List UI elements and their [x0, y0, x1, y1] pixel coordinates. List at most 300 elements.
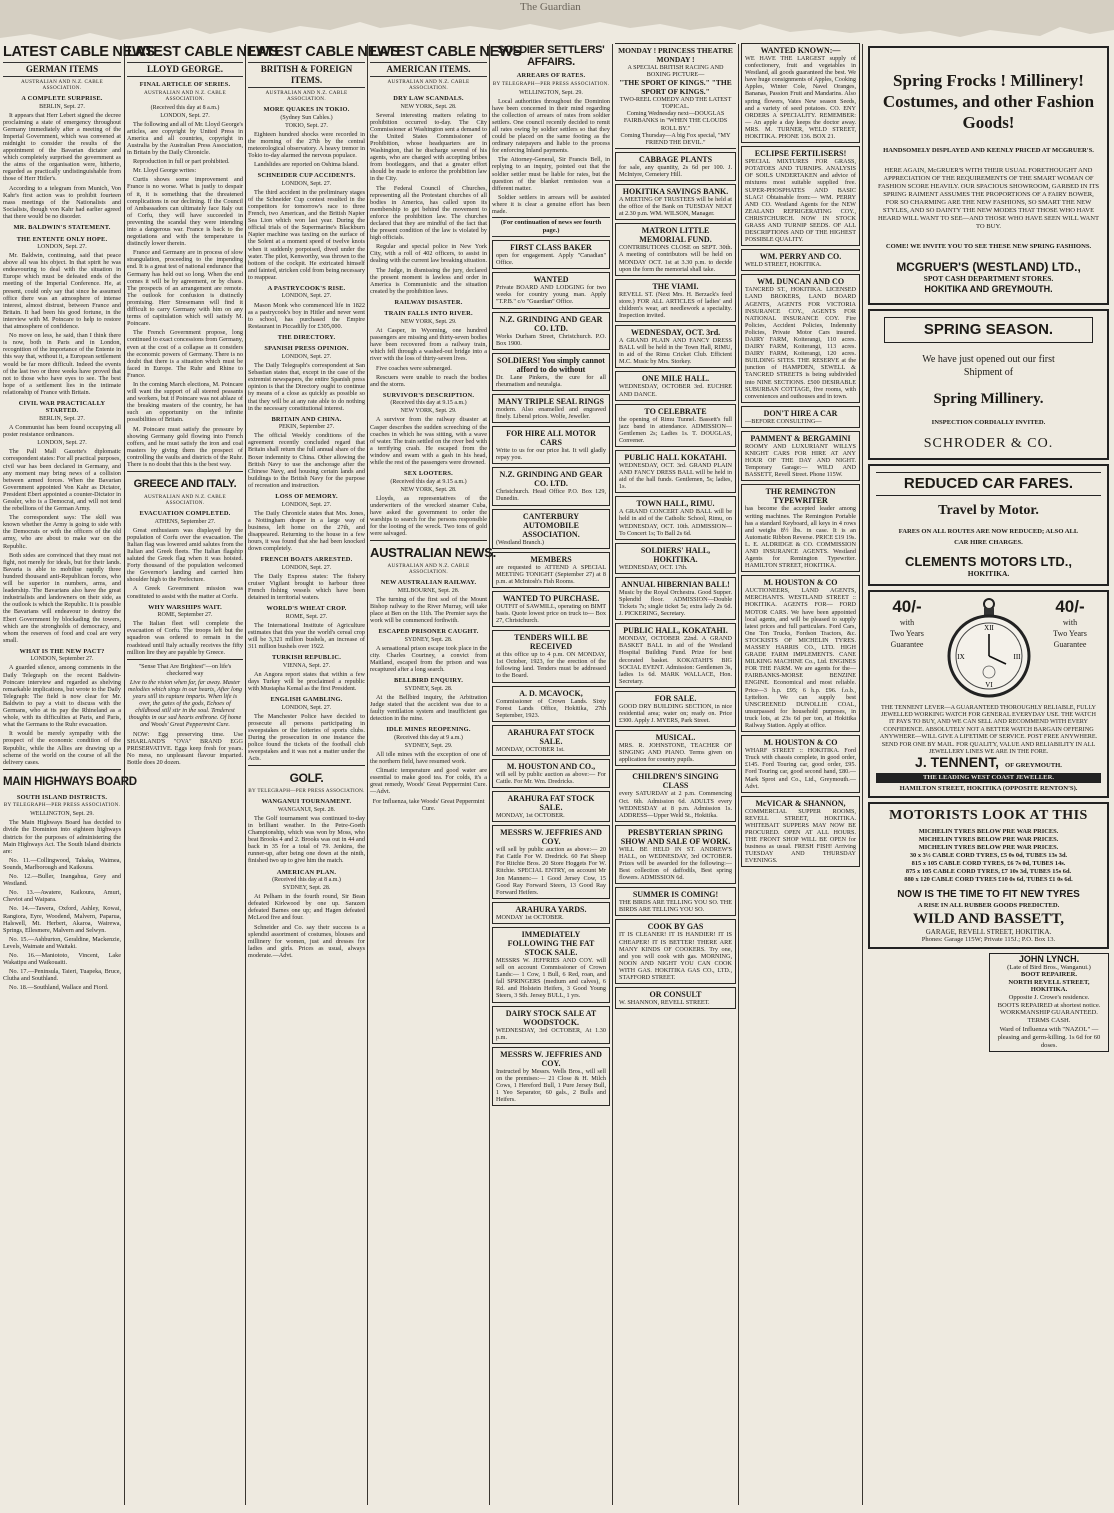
dateline: LONDON, Sept. 27.	[281, 180, 332, 187]
ad-title: TOWN HALL, RIMU.	[636, 499, 715, 509]
dateline: WANGANUI, Sept. 28.	[277, 806, 336, 813]
poem-text: Live to the vision when far, far away. Master melodies which sings in our hearts, After long years still its rapture imparts. When life is over, the gates of the gods, Echoes of childhood still stir in the soul. Tenderest thoughts in our sad hearts enthrone. Of home and Woods' Great Peppermint Cure.	[127, 678, 242, 729]
divider	[370, 540, 487, 541]
classified-ad	[492, 902, 610, 924]
article-heading: SURVIVOR'S DESCRIPTION.	[382, 391, 475, 399]
ad-headline: Spring Frocks ! Millinery!	[893, 71, 1084, 90]
classified-ad	[615, 279, 736, 322]
column-soldier-settlers	[492, 40, 610, 1507]
article-heading: SCHNEIDER CUP ACCIDENTS.	[257, 172, 356, 180]
ad-body: Commissioner of Crown Lands. Sixty Forest Lands Office, Hokitika, 27th September, 1923.	[496, 697, 606, 719]
divider	[127, 471, 243, 472]
article-heading: WORLD'S WHEAT CROP.	[266, 605, 347, 613]
dateline: ATHENS, September 27.	[154, 518, 216, 525]
classified-ad	[492, 1006, 610, 1044]
ad-firm-line: HOKITIKA.	[967, 568, 1010, 578]
ad-body: Music by the Royal Orchestra. Good Supper. Splendid floor. ADMISSION—Double Tickets 7s; single ticket 5s; extra lady 2s 6d. J. PICKERING, Secretary.	[619, 588, 732, 618]
ad-body: will sell by public auction as above:— For Cattle. For Mr. Wm. Dredricks.	[496, 770, 606, 785]
dateline: LONDON, September 27.	[30, 656, 94, 663]
svg-text:III: III	[1013, 652, 1020, 661]
ad-body: Christchurch. Head Office P.O. Box 129, Dunedin.	[496, 488, 606, 503]
classified-ad	[615, 325, 736, 368]
classified-ad	[492, 591, 610, 627]
article-paragraph: A Greek Government mission was constituted to assist with the matter at Corfu.	[127, 585, 243, 600]
classified-ad	[615, 184, 736, 220]
article-heading: WHY WARSHIPS WAIT.	[148, 603, 222, 611]
ad-body: WILL BE HELD IN ST. ANDREW'S HALL, on WEDNESDAY, 3rd OCTOBER. Prizes will be awarded for the following:— Best collection of daffodils, Best spring flowers. ADMISSION 6d.	[619, 845, 732, 882]
article-paragraph: The Daily Chronicle states that Mrs. Jones, a Nottingham draper in a large way of business, left home on the 27th, and disappeared. Returning to the house in a few hours, it was found that she had been knocked down completely.	[248, 509, 365, 553]
ad-body: has become the accepted leader among writing machines. The Remington Portable has a standard Keyboard, all keys in 4 rows and weighs 8½ lbs. in case. It is an Automatic Ribbon Reverse. PRICE £19 19s. L. E. ALDRIDGE & CO. COMMISSION AND INSURANCE AGENTS. Westland Agents for Remington Typewriter. HAMILTON STREET, HOKITIKA.	[745, 505, 856, 570]
ad-body: Dr. Lane Pinkers, the cure for all rheumatism and neuralgia.	[496, 373, 606, 388]
classified-ad	[615, 887, 736, 916]
divider	[248, 765, 365, 766]
classified-ad	[615, 987, 736, 1009]
ad-line: Opposite J. Crowe's residence.	[1008, 993, 1090, 1001]
svg-text:VI: VI	[984, 680, 993, 689]
classified-ad	[492, 272, 610, 308]
article-paragraph: All idle mines with the exception of one of the northern field, have resumed work.	[370, 750, 487, 766]
dateline: WELLINGTON, Sept. 29.	[519, 89, 583, 96]
article-paragraph: Rescuers were unable to reach the bodies and the storm.	[370, 373, 487, 388]
ad-title: MUSICAL.	[655, 733, 696, 743]
dateline: ROME, Sept. 27.	[285, 613, 328, 620]
article-heading: A COMPLETE SURPRISE.	[21, 95, 103, 102]
list-item: No. 16.—Maniototo, Vincent, Lake Wakatipu and Waikouaiti.	[3, 951, 121, 967]
dateline: LONDON, Sept. 27.	[281, 564, 332, 571]
article-subheading: SPANISH PRESS OPINION.	[264, 345, 349, 353]
ad-body: WE HAVE THE LARGEST supply of confectionery, fruit and vegetables in Westland, all goods guaranteed the best. We have huge consignments of Apples, Cooking Apples, Winter Cole, Navel Oranges, Bananas, Passion Fruit and Mandarins. Also spring flowers, Vates New season Seeds, and a variety of seed potatoes. CO. ENY ORDERS A SPECIALITY. REMEMBER:— An apple a day keeps the doctor away. MRS. M. TURNER, WELD STREET, HOKITIKA. PHONE 136. BOX 21.	[745, 55, 856, 141]
article-heading: RAILWAY DISASTER.	[394, 298, 463, 306]
article-paragraph: Curtis shows some improvement and France is no worse. What is justly to despair of it, it is something that the threatened complications in our declining. If the Council of Ambassadors can ultimately face Italy out of Corfu, they will have succeeded in preventing the scandal they were intending into a dangerous war. France is back to the negotiations and with the temperature is distinctly lower therein.	[127, 176, 243, 248]
classified-ad	[741, 735, 860, 793]
dateline: LONDON, Sept. 27.	[160, 112, 210, 119]
divider	[127, 659, 243, 660]
article-heading: BELLBIRD ENQUIRY.	[394, 677, 463, 685]
classified-ad	[615, 496, 736, 539]
continuation-note: (For continuation of news see fourth page.)	[492, 217, 610, 237]
article-paragraph: The Manchester Police have decided to prosecute all persons participating in sweepstakes or the lotteries of sports clubs. During the prosecution in one instance the police found the tickets of the football club sweepstakes and it was not a matter under the Acts.	[248, 712, 365, 763]
watch-with: with	[1062, 617, 1078, 627]
section-title: GERMAN ITEMS	[3, 62, 121, 77]
article-paragraph: Landslides are reported on Oshima Island.	[254, 161, 359, 169]
classified-ad	[741, 249, 860, 271]
dateline: NEW YORK, Sept. 29.	[400, 408, 457, 415]
article-paragraph: A Communist has been found occupying all poster resistance ordinances.	[3, 424, 121, 439]
mcgruers-advert	[868, 46, 1109, 305]
watch-guarantee: Guarantee	[890, 639, 924, 649]
ad-body: REVELL ST. (Next Mrs. H. Berzack's feed store.) FOR ALL ARTICLES of ladies' and children's wear, art needlework a speciality. Inspection invited.	[619, 290, 732, 319]
advertisement-text: NOW: Egg preserving time. Use SHARLAND'S "OVA" BRAND EGG PRESERVATIVE. Eggs keep fresh for years. No mess, no unpleasant flavour imparted. Bottle does 20 dozen.	[127, 730, 243, 766]
ad-headline: Costumes, and other Fashion	[882, 92, 1095, 111]
ad-headline: SPRING SEASON.	[923, 320, 1054, 338]
dateline: TOKIO, Sept. 27.	[285, 122, 328, 129]
ad-firm-tag: OF GREYMOUTH.	[1005, 762, 1062, 770]
article-paragraph: Mr. Baldwin, continuing, said that peace above all was his object. In that spirit he was endeavouring to deal with the situation in Europe which must be defeated ends of the meeting of the Imperial Conference. He, at present, could only say that since he assumed office there was an atmosphere of intense interest, almost distrust, between France and Britain. It had been his good fortune, in the interview with M. Poincare to help to restore that atmosphere of confidence.	[3, 252, 121, 331]
tyre-price-row: MICHELIN TYRES BELOW PRE WAR PRICES.	[918, 836, 1059, 844]
article-paragraph: A survivor from the railway disaster at Casper describes the sudden screeching of the coaches in which he was sitting, with a wave of water. The train settled on the river bed with a terrifying crash. He escaped from the window and swam with a gash in his head, while the rest of the passengers were drowned.	[370, 416, 487, 467]
theatre-line: Coming Thursday—A big Fox special, "MY FRIEND THE DEVIL."	[620, 131, 731, 146]
ad-firm-name: JOHN LYNCH.	[1018, 953, 1080, 964]
ad-title: TO CELEBRATE	[644, 406, 707, 416]
column-header: LATEST CABLE NEWS	[127, 44, 279, 60]
article-heading: BRITAIN AND CHINA.	[271, 415, 342, 423]
article-paragraph: In the coming March elections, M. Poincare will want the support of all steered peasants and workers, but if Poincare was not ablaze of the breaking masters of the country, he has such an opportunity on the infinite possibilities of Britain.	[127, 380, 243, 424]
classified-ad	[615, 223, 736, 275]
theatre-title: MONDAY ! PRINCESS THEATRE MONDAY !	[618, 46, 733, 64]
list-item: No. 15.—Ashburton, Geraldine, Mackenzie, Levels, Waimate and Waitaki.	[3, 935, 121, 950]
list-item: No. 17.—Peninsula, Taieri, Tuapeka, Bruce, Clutha and Southland.	[3, 968, 121, 983]
classified-ad	[741, 43, 860, 143]
ad-title: DON'T HIRE A CAR	[763, 408, 838, 418]
ad-body: A GRAND PLAIN AND FANCY DRESS BALL will be held in the Town Hall, RIMU, in aid of the Rimu Cricket Club. Efficient M.C. Music by Mrs. Storkey.	[619, 337, 732, 366]
column-header: LATEST CABLE NEWS	[3, 44, 155, 60]
ad-subline: INSPECTION CORDIALLY INVITED.	[931, 418, 1046, 426]
article-paragraph: Eighteen hundred shocks were recorded in the morning of the 27th by the central meteorological observatory. A heavy tremor in Tokio to-day alarmed the nervous populace.	[248, 130, 365, 159]
ad-body: WEDNESDAY, OCTOBER 3rd. EUCHRE AND DANCE.	[619, 383, 732, 398]
article-paragraph: According to a telegram from Munich, Von Kahr's first action was to prohibit fourteen mass meetings of the Nationalists and Socialists, though von Kahr had earlier agreed that there would be no disorder.	[3, 184, 121, 220]
ad-title: CANTERBURY AUTOMOBILE ASSOCIATION.	[522, 511, 580, 539]
dateline: LONDON, Sept. 27.	[281, 353, 332, 360]
article-heading: ARREARS OF RATES.	[516, 72, 586, 79]
dateline: SYDNEY, Sept. 28.	[404, 685, 453, 692]
theatre-line: A SPECIAL BRITISH RACING AND BOXING PICTURE—	[627, 64, 724, 79]
classified-ad	[492, 426, 610, 464]
ad-title: SOLDIERS' HALL, HOKITIKA.	[640, 545, 711, 564]
ad-title: MANY TRIPLE SEAL RINGS	[497, 396, 605, 406]
classified-ad	[492, 686, 610, 722]
ad-body: THE BIRDS ARE TELLING YOU SO. THE BIRDS ARE TELLING YOU SO.	[619, 899, 732, 914]
classified-ad	[615, 919, 736, 984]
ad-title: PUBLIC HALL, KOKATAHI.	[623, 626, 728, 636]
ad-headline: Spring Millinery.	[933, 390, 1044, 407]
ad-line: (Late of Bird Bros., Wanganui.)	[1007, 963, 1091, 971]
classified-ad	[615, 730, 736, 766]
dateline: VIENNA, Sept. 27.	[282, 662, 331, 669]
article-heading: SEX LOOTERS.	[404, 470, 453, 478]
received-note: (Received this day at 9.15 a.m.)	[390, 478, 467, 485]
torn-top-edge	[0, 0, 1114, 40]
section-title: BRITISH & FOREIGN ITEMS.	[248, 62, 365, 88]
column-display-adverts	[865, 40, 1112, 1507]
classified-ad	[615, 577, 736, 620]
footer-advert: For Influenza, take Woods' Great Peppermint Cure.	[372, 797, 485, 812]
article-paragraph: Several interesting matters relating to prohibition occurred to-day. The City Commissioner at Washington sent a demand to the United States Commissioner of Prohibition, whose headquarters are in Washington, that he discharge several of his agents, who are charged with accepting bribes from bootleggers, and that a greater effort should be made to enforce the prohibition law in the City.	[370, 111, 487, 183]
section-title: AMERICAN ITEMS.	[370, 62, 487, 77]
dateline: SYDNEY, Sept. 29.	[404, 742, 453, 749]
ad-title: SUMMER IS COMING!	[632, 890, 719, 900]
tyre-price-row: 875 x 105 CABLE CORD TYRES, £7 10s 3d, TUBES 15s 6d.	[905, 868, 1072, 876]
greece-italy-heading: GREECE AND ITALY.	[133, 478, 237, 491]
ad-title: MESSRS W. JEFFRIES AND COY.	[500, 828, 602, 847]
classified-ads	[741, 43, 860, 867]
received-note: (Received this day at 8 a.m.)	[150, 104, 220, 111]
classified-ad	[741, 146, 860, 246]
dateline: LONDON, Sept. 27.	[281, 704, 332, 711]
column-header: LATEST CABLE NEWS	[248, 44, 400, 60]
dateline: LONDON, Sept. 27.	[281, 293, 332, 300]
classified-ad	[492, 759, 610, 788]
ad-subline: HANDSOMELY DISPLAYED AND KEENLY PRICED AT MCGRUER'S.	[883, 147, 1094, 154]
ad-headline: MOTORISTS LOOK AT THIS	[889, 808, 1088, 824]
classified-ad	[492, 394, 610, 423]
article-paragraph: The Federal Council of Churches, representing all the Protestant churches of all bodies in America, has called upon its membership to get behind the movement to enforce the prohibition law. The churches declared that they are mindful of the fact that the present condition of the law is violated by high officials.	[370, 184, 487, 242]
classified-ad	[615, 691, 736, 727]
classified-ad	[615, 623, 736, 688]
ad-body: WEDNESDAY, OCT. 3rd. GRAND PLAIN AND FANCY DRESS BALL will be held in aid of the hall funds. Gentlemen, 5s; ladies, 1s.	[619, 462, 732, 491]
ad-line: BOOT REPAIRER.	[1020, 971, 1078, 979]
article-paragraph: The official Weekly conditions of the agreement recently concluded regard that Britain shall return the full annual share of the Boxer indemnity to China. Other allowing the British Navy to use the anchorage after the Chinese Navy, and housing certain lands and buildings to the British Navy for the purpose of recreation and instruction.	[248, 432, 365, 489]
price-block-left	[876, 596, 938, 650]
list-item: No. 11.—Collingwood, Takaka, Waimea, Sounds, Marlborough and Kaikoura.	[3, 856, 121, 871]
article-paragraph: The Judge, in dismissing the jury, declared the present moment is lawless and order in America is Communistic and the situation created by the prohibition laws.	[370, 266, 487, 295]
article-paragraph: No move on less, he said, than I think there is now, both in Paris and in London, recognition of the importance of the Entente in this way that, without it, a European settlement would be far more difficult. Indeed the events of the last two or three weeks have proved that not to those who have eyes to see. The best hope of a settlement lies in the intimate relationship of France with Britain.	[3, 332, 121, 396]
ad-title: ANNUAL HIBERNIAN BALL!	[621, 579, 730, 589]
classified-ad	[492, 1047, 610, 1106]
article-paragraph: The correspondent says: The skill was known whether the Army is going to side with the Democrats or with the officers of the old army, who are about to make war on the Republic.	[3, 514, 121, 550]
dateline: LONDON, Sept. 27.	[37, 440, 87, 447]
ad-body: W. SHANNON, REVELL STREET.	[619, 999, 710, 1007]
ad-title: WANTED KNOWN:—	[760, 46, 841, 55]
list-item: No. 18.—Southland, Wallace and Fiord.	[9, 984, 109, 992]
ad-subline: A RISE IN ALL RUBBER GOODS PREDICTED.	[917, 902, 1060, 910]
article-paragraph: At Casper, in Wyoming, one hundred passengers are missing and thirty-seven bodies have been recovered from a railway train, which fell through a washed-out bridge into a river with the loss of thirty-seven lives.	[370, 327, 487, 363]
article-heading: ENGLISH GAMBLING.	[270, 696, 343, 703]
watch-with: with	[899, 617, 915, 627]
dateline: LONDON, Sept. 27.	[281, 501, 332, 508]
dateline: NEW YORK, Sept. 28.	[400, 486, 457, 493]
article-paragraph: The Daily Telegraph's correspondent at San Sebastian states that, except in the case of the extremist newspapers, the entire Spanish press opinion is that the Directory ought to continue by means of a close as quickly as possible so that they will be at any rate able to do nothing in the necessary constitutional interest.	[248, 362, 365, 412]
ad-subheadline: NOW IS THE TIME TO FIT NEW TYRES	[897, 889, 1080, 901]
ad-subline: COME! WE INVITE YOU TO SEE THESE NEW SPRING FASHIONS.	[885, 242, 1092, 250]
ad-title: SOLDIERS! You simply cannot afford to do without	[497, 355, 605, 374]
article-paragraph: At Pelham in the fourth round, Sir Bean defeated Kirkwood by one up. Sarazen defeated Barnes one up; and Hagen defeated McLeod five and four.	[248, 893, 365, 922]
agency-line: AUSTRALIAN AND N.Z. CABLE ASSOCIATION.	[21, 79, 103, 91]
article-paragraph: Both sides are convinced that they must not fight, not merely for ideals, but for their lands. Bavaria is able to mobilise rapidly three hundred thousand anti-Republican forces, who will be superior in numbers, arms, and leadership. The Bavarians also have the great industrialists and landowners on their side, as the outlook is which the Republic. It is possible the Bavarians will endeavour to destroy the Ebert Government by blockading the towers, which are the strongholds of democracy, and whom the reserves of food and coal are very small.	[3, 551, 121, 644]
svg-text:IX: IX	[956, 652, 965, 661]
article-paragraph: The International Institute of Agriculture estimates that this year the world's cereal crop will be 3,321 million bushels, an increase of 311 million bushels over 1922.	[248, 621, 365, 651]
article-heading: AMERICAN PLAN.	[276, 868, 337, 876]
ad-title: COOK BY GAS	[647, 922, 704, 932]
ad-body: MONDAY, OCTOBER 1st.	[496, 745, 565, 753]
section-title: LLOYD GEORGE.	[127, 62, 243, 77]
list-item: No. 13.—Awatere, Kaikoura, Amuri, Cheviot and Waipara.	[3, 889, 121, 904]
dateline: PEKIN, September 27.	[278, 424, 335, 431]
dateline: NEW YORK, Sept. 29.	[400, 318, 457, 325]
ad-body: Private BOARD AND LODGING for two weeks for country young man. Apply "T.P.B." c/o "Guardian" Office.	[496, 284, 606, 306]
ad-body: CONTRIBUTIONS CLOSE on SEPT. 30th. A meeting of contributors will be held on MONDAY OCT. 1st at 3.30 p.m. to decide upon the form the memorial shall take.	[619, 244, 732, 273]
ad-title: FOR SALE.	[654, 693, 697, 703]
ad-body: FARES ON ALL ROUTES ARE NOW REDUCED; ALSO ALL CAR HIRE CHARGES.	[898, 527, 1079, 546]
ad-body: ROOMY AND LUXURIANT WILLYS KNIGHT CARS FOR HIRE AT ANY HOUR OF THE DAY AND NIGHT. Temporary Garage:— WILD AND BASSETT, Revell Street. Phone 115W.	[745, 442, 856, 479]
agency-line: AUSTRALIAN AND N.Z. CABLE ASSOCIATION.	[387, 79, 470, 91]
pocket-watch-icon	[944, 596, 1034, 700]
ad-body: MONDAY, 1st OCTOBER.	[496, 812, 565, 820]
agency-line: BY TELEGRAPH—PER PRESS ASSOCIATION.	[492, 80, 610, 87]
article-paragraph: M. Poincare must satisfy the pressure by showing Germany gold flowing into French coffers, and he must satisfy the iron and coal masters by giving them the prospect of controlling the vaults and districts of the Ruhr. There is no doubt that this is the best way.	[127, 425, 243, 468]
article-heading: DRY LAW SCANDALS.	[393, 95, 464, 102]
ad-body: WELD STREET, HOKITIKA.	[745, 261, 822, 269]
ad-title: MATRON LITTLE MEMORIAL FUND.	[639, 226, 712, 245]
tyre-price-row: 880 x 120 CABLE CORD TYRES £10 0s 6d, TUBES £1 0s 6d.	[904, 876, 1073, 884]
ad-title: MESSRS W. JEFFRIES AND COY.	[500, 1049, 602, 1068]
column-entertainments	[615, 40, 736, 1507]
article-paragraph: A guarded silence, among comments in the Daily Telegraph on the recent Baldwin-Poincare interview and regarded as shelving remarkable implications, but wrote to the Daily Telegraph: The field is now clear for Mr. Baldwin to pay a visit to discuss with the Germans, who at its pay the Rhineland as a whole, with its difficulties at Paris, and Paris, what the Germans to the Ruhr evacuation.	[3, 664, 121, 729]
ad-firm-name: CLEMENTS MOTORS LTD.,	[904, 553, 1073, 569]
article-paragraph: It would be merely sympathy with the prospect of the economic condition of the Republic, while the Allies are drawing up a scheme of the world on the course of all the delivery cases.	[3, 730, 121, 766]
article-paragraph: The Daily Express states: The fishery cruiser Vigilant brought to harbour three French fishing vessels which have been detained in territorial waters.	[248, 572, 365, 602]
article-subheading: THE ENTENTE ONLY HOPE.	[16, 235, 108, 243]
agency-line: AUSTRALIAN AND N.Z. CABLE ASSOCIATION.	[265, 90, 348, 102]
ad-body: MONDAY, OCTOBER 22nd. A GRAND BASKET BALL in aid of the Westland Hospital Building Fund. Prize for best decorated basket. KOKATAHI'S BIG SOCIAL EVENT. Admission: Gentlemen 3s, ladies 1s 6d. MARK WALLACE, Hon. Secretary.	[619, 635, 732, 685]
ad-body: modern. Also enamelled and engraved finely. Liberal prices. Wolfe, Jeweller.	[496, 405, 606, 421]
ad-line: BOOTS REPAIRED at shortest notice. WORKMANSHIP GUARANTEED. TERMS CASH.	[997, 1001, 1101, 1024]
classified-ad	[492, 240, 610, 269]
ad-title: N.Z. GRINDING AND GEAR CO. LTD.	[499, 314, 603, 333]
ad-title: WM. PERRY AND CO.	[759, 252, 842, 262]
ad-title: THE VIAMI.	[652, 281, 699, 291]
received-note: (Received this day at 9 a.m.)	[394, 734, 463, 741]
article-paragraph: The Main Highways Board has decided to divide the Dominion into eighteen highways districts for the purposes of administering the Main Highways Act. The South Island districts are:	[3, 819, 121, 855]
received-note: (Received this day at 9.15 a.m.)	[390, 400, 467, 407]
article-paragraph: The following and all of Mr. Lloyd George's articles, are copyright by United Press in America and all countries, copyright in Australia by the Australian Press Association, in Britain by the Daily Chronicle.	[127, 120, 243, 157]
ad-body: every SATURDAY at 2 p.m. Commencing Oct. 6th. Admission 6d. ADULTS every WEDNESDAY at 8 p.m. Admission 1s. ADDRESS—Upper Weld St., Hokitika.	[619, 790, 732, 819]
ad-title: PRESBYTERIAN SPRING SHOW AND SALE OF WORK.	[620, 827, 731, 846]
ad-title: WANTED	[533, 275, 569, 285]
ad-title: IMMEDIATELY FOLLOWING THE FAT STOCK SALE.	[507, 929, 595, 957]
ad-body: open for engagement. Apply "Canadian" Office.	[496, 252, 606, 267]
tyre-price-row: MICHELIN TYRES BELOW PRE WAR PRICES.	[918, 844, 1059, 852]
ad-title: FOR HIRE ALL MOTOR CARS	[506, 429, 596, 448]
ad-body: AUCTIONEERS, LAND AGENTS, MERCHANTS. WESTLAND STREET :: HOKITIKA. AGENTS FOR— FORD MOTOR CARS. We have been appointed local agents, and will be pleased to supply latest prices and full particulars. Ford Cars, One Ton Trucks, Fordson Tractors, &c. STOCKISTS OF MICHELIN TYRES. MASSEY HARRIS CO., LTD. HIGH GRADE FARM IMPLEMENTS. CANE MILKING MACHINE Co., Ltd. ENGINES FOR THE FARM. We are agents for the— FAIRBANKS-MORSE BENZINE ENGINE. Economical and most reliable. Price—3 h.p. £95; 6 h.p. £96. f.o.b., Lyttelton. We can supply best UNSCREENED DUNOLLIE COAL, unsurpassed for household purposes, in truck lots, at 23s 6d per ton, at Hokitika Railway Station. Apply at office.	[745, 587, 856, 730]
ad-body: WEDNESDAY, 3rd OCTOBER, At 1.30 p.m.	[496, 1026, 606, 1041]
ad-body: MONDAY 1st OCTOBER.	[496, 913, 564, 921]
agency-line: AUSTRALIAN AND N.Z. CABLE ASSOCIATION.	[144, 494, 226, 507]
article-paragraph: The turning of the first sod of the Mount Bishop railway to the River Murray, will take place at Ben on the 11th. The Premier says the work will be commenced forthwith.	[370, 595, 487, 625]
ad-firm-name: J. TENNENT,	[915, 754, 1000, 771]
price-block-right	[1039, 596, 1101, 650]
article-paragraph: The Pall Mall Gazette's diplomatic correspondent states: For all practical purposes, civil war has been declared in Germany, and any moment may bring news of a collision between armed forces. When the Bavarian Government appointed Von Kahr as Dictator, President Ebert appointed a counter-Dictator in Gessler, who is a Democrat, and will not tend the rebellions of the German Army.	[3, 448, 121, 513]
article-heading: MORE QUAKES IN TOKIO.	[263, 106, 350, 113]
classified-ads	[492, 240, 610, 1106]
classified-ad	[492, 725, 610, 756]
ad-body: A GRAND CONCERT AND BALL will be held in aid of the Catholic School, Rimu, on WEDNESDAY, OCT. 10th. ADMISSION—To Concert 1s; To Ball 2s 6d.	[619, 508, 732, 537]
ad-title: WEDNESDAY, OCT. 3rd.	[630, 328, 721, 338]
article-paragraph: The third accident in the preliminary stages of the Schneider Cup contest resulted in the competitors for tomorrow's race to three French, two American, and the British Napier Sea Lion which won last year. During the official trials of the Supermarine's Blackburn Napier machine was taxiing on the surface of the Solent at a moment speed of twelve knots when it suddenly porpoised, dived under the water. The pilot, Kenworthy, was thrown to the bottom of the cockpit. He extricated himself and fainted, stricken cold from being necessary to reappear.	[248, 188, 366, 281]
classified-ad	[615, 404, 736, 447]
classified-ad	[492, 552, 610, 588]
agency-line: AUSTRALIAN AND N.Z. CABLE ASSOCIATION.	[144, 89, 226, 102]
john-lynch-advert	[989, 953, 1109, 1052]
tyre-price-row: MICHELIN TYRES BELOW PRE WAR PRICES.	[918, 828, 1059, 836]
ad-body: OUTFIT of SAWMILL, operating on BIMT basis. Quote lowest price on truck to— Box 27, Christchurch.	[496, 602, 606, 625]
article-paragraph: Mason Monk who commenced life in 1822 as a pastrycook's boy in Hitler and never went to school, has purchased the Empire Restaurant in Piccadilly for £305,000.	[248, 301, 365, 330]
watch-price: 40/-	[1055, 596, 1085, 616]
ad-title: CHILDREN'S SINGING CLASS	[632, 772, 719, 791]
ad-title: M. HOUSTON & CO	[763, 578, 838, 588]
article-paragraph: Reproduction in full or part prohibited.	[133, 158, 230, 166]
ad-firm-line: HOKITIKA AND GREYMOUTH.	[924, 283, 1053, 294]
watch-price: 40/-	[892, 596, 922, 616]
list-item: No. 12.—Buller, Inangahua, Grey and Westland.	[3, 873, 121, 888]
dateline: MELBOURNE, Sept. 28.	[397, 587, 460, 594]
ad-body: will sell by public auction as above:— 20 Fat Cattle For W. Dredrick. 60 Fat Sheep For Ritchie Bros. 20 Store Hoggets For W. Ritchie. SPECIAL ENTRY, on account Mr Jon Manners:— 1 Good Jersey Cow, 15 Good Ray Forward Steers, 13 Good Ray Forward Heifers.	[496, 846, 606, 896]
dateline: SYDNEY, Sept. 28.	[404, 636, 453, 643]
tyre-price-row: 815 x 105 CABLE CORD TYRES, £6 7s 0d, TUBES 14s.	[911, 860, 1066, 868]
ad-firm-line: Phones: Garage 115W; Private 115J.; P.O. Box 13.	[921, 936, 1056, 944]
column-header: SOLDIER SETTLERS' AFFAIRS.	[497, 44, 605, 68]
article-heading: ESCAPED PRISONER CAUGHT.	[378, 628, 479, 636]
ad-title: DAIRY STOCK SALE AT WOODSTOCK.	[505, 1008, 597, 1027]
svg-text:The Guardian: The Guardian	[520, 1, 581, 13]
article-heading: WHAT IS THE NEW PACT?	[19, 647, 105, 655]
ad-body: WHARF STREET :: HOKITIKA. Ford Truck with chassis complete, in good order, £145. Ford Touring car, good order, £95. Ford Touring car, good second hand, £80.—Mark Sprot and Co., Ltd., Greymouth.—Advt.	[745, 747, 856, 790]
dateline: ROME, September 27.	[157, 612, 213, 619]
advertisement-text: Climatic temperature and good water are essential to make good tea. For colds, it's a great remedy, Woods' Great Peppermint Cure.—Advt.	[370, 767, 487, 796]
ad-body: IT IS CLEANER! IT IS HANDIER! IT IS CHEAPER! IT IS BETTER! THERE ARE MANY KINDS OF COOKERS. Try one, and you will cook with gas. MORNING, NOON AND NIGHT YOU CAN COOK WITH GAS. HOKITIKA GAS CO., LTD., STAFFORD STREET.	[619, 931, 732, 982]
ad-body: SPECIAL MIXTURES FOR GRASS, POTATOES AND TURNIPS. ANALYSIS OF SOILS UNDERTAKEN and advice of mixtures most suitable supplied free. SUPER-PHOSPHATES AND BASIC SLAG! Obtainable from:— WM. PERRY AND CO. Westland Agents for the NEW ZEALAND REFRIGERATING COY., CHRISTCHURCH. NOW IN STOCK GRASS AND TURNIP SEEDS. OF ALL DESCRIPTIONS AND OF THE HIGHEST POSSIBLE QUALITY.	[745, 158, 856, 244]
ad-body: —BEFORE CONSULTING—	[745, 417, 822, 425]
ad-line: NORTH REVELL STREET, HOKITIKA.	[1008, 978, 1090, 994]
ad-body: MRS. R. JOHNSTONE, TEACHER OF SINGING AND PIANO. Terms given on application for country pupils.	[619, 742, 732, 764]
classified-ad	[741, 484, 860, 572]
classified-ad	[741, 406, 860, 428]
classified-ad	[492, 825, 610, 899]
ad-firm-name: WILD AND BASSETT,	[912, 910, 1065, 927]
ad-title: WM. DUNCAN AND CO	[756, 277, 845, 287]
article-paragraph: Great enthusiasm was displayed by the population of Corfu over the evacuation. The Italian flag was lowered amid salutes from the Italian and Greek fleets. The Italian flagship saluted the Greek flag when it was hoisted. Forty thousand of the population welcomed the Governor's landing and carried him shoulder high to the Prefecture.	[127, 526, 243, 584]
column-british-foreign	[248, 40, 400, 1507]
article-heading: A PASTRYCOOK'S RISE.	[267, 284, 346, 292]
classified-ad	[492, 509, 610, 549]
dateline: WELLINGTON, Sept. 29.	[30, 811, 94, 818]
watch-guarantee: Guarantee	[1053, 639, 1087, 649]
ad-title: ONE MILE HALL.	[641, 374, 710, 384]
classified-ad	[741, 575, 860, 732]
classified-ad	[741, 796, 860, 868]
column-trade-adverts	[741, 40, 860, 1507]
ad-title: HOKITIKA SAVINGS BANK.	[622, 187, 729, 197]
clements-advert	[868, 464, 1109, 586]
classified-ad	[615, 152, 736, 181]
theatre-line: Coming Wednesday next—DOUGLAS FAIRBANKS in "WHEN THE CLOUDS ROLL BY."	[623, 110, 728, 132]
ad-title: ECLIPSE FERTILISERS!	[754, 149, 847, 159]
column-header: LATEST CABLE NEWS	[370, 44, 522, 60]
classified-ad	[492, 630, 610, 682]
dateline: BERLIN, Sept. 27.	[39, 415, 85, 422]
ad-body: TANCRED ST., HOKITIKA. LICENSED LAND BROKERS, LAND BOARD AGENTS, AGENTS FOR VICTORIA INSURANCE COY., AGENTS FOR NATIONAL INSURANCE COY. Fire Policies, Accident Policies, Indemnity Policies, Private Motor Cars insured. DAIRY FARM, Koiterangi, 110 acres. DAIRY FARM, Koiterangi, 113 acres. DAIRY FARM, Koiterangi, 120 acres. BUILDING SITES. THE RESERVE at the junction of HAMPDEN, SEWELL & TANCRED STREETS is being subdivided into NINE SECTIONS. £500 DESIRABLE SUBURBAN COTTAGE, five rooms, with conveniences and outhouses and in town.	[745, 286, 856, 400]
tennent-watch-advert	[868, 590, 1109, 799]
classified-ad	[492, 312, 610, 350]
ad-firm-line: SPOT CASH DEPARTMENT STORES.	[923, 274, 1054, 284]
dateline: SYDNEY, Sept. 28.	[282, 885, 331, 892]
ad-body: A MEETING OF TRUSTEES will be held at the office of the Bank on TUESDAY NEXT at 2.30 p.m. WM. WILSON, Manager.	[619, 196, 732, 218]
ad-line: We have just opened out our first	[922, 353, 1055, 365]
classified-ads	[615, 152, 736, 1009]
ad-headline: Goods!	[962, 113, 1015, 132]
tyre-price-list	[876, 828, 1101, 884]
ad-firm-name: SCHRODER & CO.	[923, 436, 1054, 452]
ad-title: TENDERS WILL BE RECEIVED	[514, 633, 588, 652]
article-subheading: EVACUATION COMPLETED.	[139, 510, 231, 518]
schroder-advert	[868, 309, 1109, 460]
ad-title: ARAHURA YARDS.	[515, 904, 587, 914]
article-paragraph: The Golf tournament was continued to-day in brilliant weather. In the Petre-Goeth Championship, which was won by Moss, who beat Brooks 4 and 2. Brooks was out in 44 and back in 35 for a total of 79. Jenkins, the runner-up, after being one down at the ninth, finished two up to give him the match.	[248, 814, 365, 865]
article-paragraph: The Attorney-General, Sir Francis Bell, in replying to an inquiry, pointed out that the soldier settler must be liable for rates, but the question of the blanket remission was a different matter.	[492, 156, 610, 192]
article-subheading: TRAIN FALLS INTO RIVER.	[384, 310, 473, 318]
classified-ad	[492, 791, 610, 822]
svg-text:XII: XII	[983, 623, 994, 632]
ad-body: are requested to ATTEND A SPECIAL MEETING TONIGHT (September 27) at 8 p.m. at McIntosh's Fish Rooms.	[496, 563, 606, 585]
